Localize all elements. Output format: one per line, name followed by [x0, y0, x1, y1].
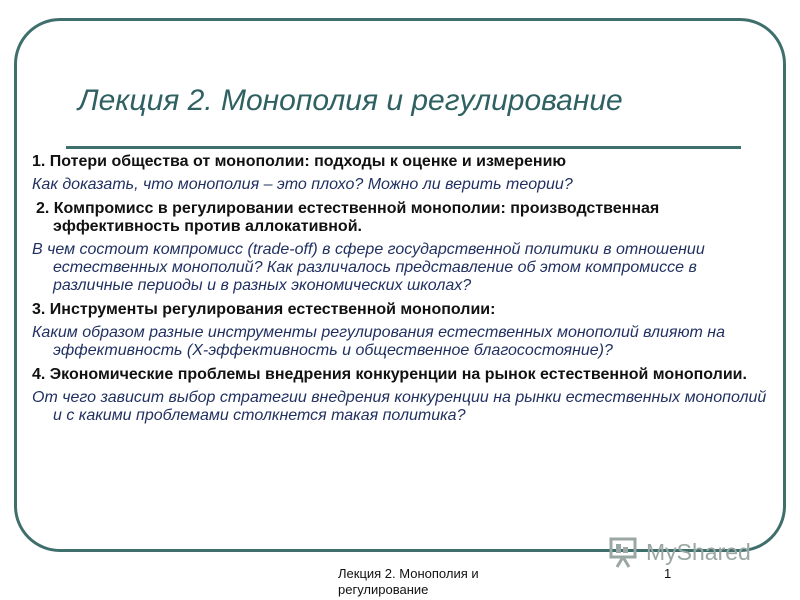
slide-content — [32, 153, 772, 431]
slide-title: Лекция 2. Монополия и регулирование — [78, 84, 623, 117]
footer-text: Лекция 2. Монополия и регулирование — [338, 566, 479, 597]
item-4-heading: 4. Экономические проблемы внедрения конкуренции на рынок естественной монополии. — [32, 366, 747, 383]
myshared-logo-icon — [608, 535, 640, 569]
title-underline — [66, 146, 741, 149]
item-3-question: Каким образом разные инструменты регулирования естественных монополий влияют на эффективность (X-эффективность и общественное благосостояние)? — [32, 324, 725, 359]
item-3-heading: 3. Инструменты регулирования естественной монополии: — [32, 301, 496, 318]
watermark-text: MyShared — [646, 538, 751, 565]
item-4-question: От чего зависит выбор стратегии внедрения конкуренции на рынки естественных монополий и с какими проблемами столкнется такая политика? — [32, 389, 767, 424]
item-1-heading: 1. Потери общества от монополии: подходы к оценке и измерению — [32, 153, 567, 170]
page-number: 1 — [664, 566, 672, 581]
item-2-heading: 2. Компромисс в регулировании естественной монополии: производственная эффективность против аллокативной. — [36, 200, 660, 235]
myshared-watermark — [608, 535, 768, 569]
item-2-question: В чем состоит компромисс (trade-off) в сфере государственной политики в отношении естественных монополий? Как различалось представление об этом компромиссе в различные периоды и в разных экономических школах? — [32, 241, 705, 294]
item-1-question: Как доказать, что монополия – это плохо? Можно ли верить теории? — [32, 176, 573, 193]
